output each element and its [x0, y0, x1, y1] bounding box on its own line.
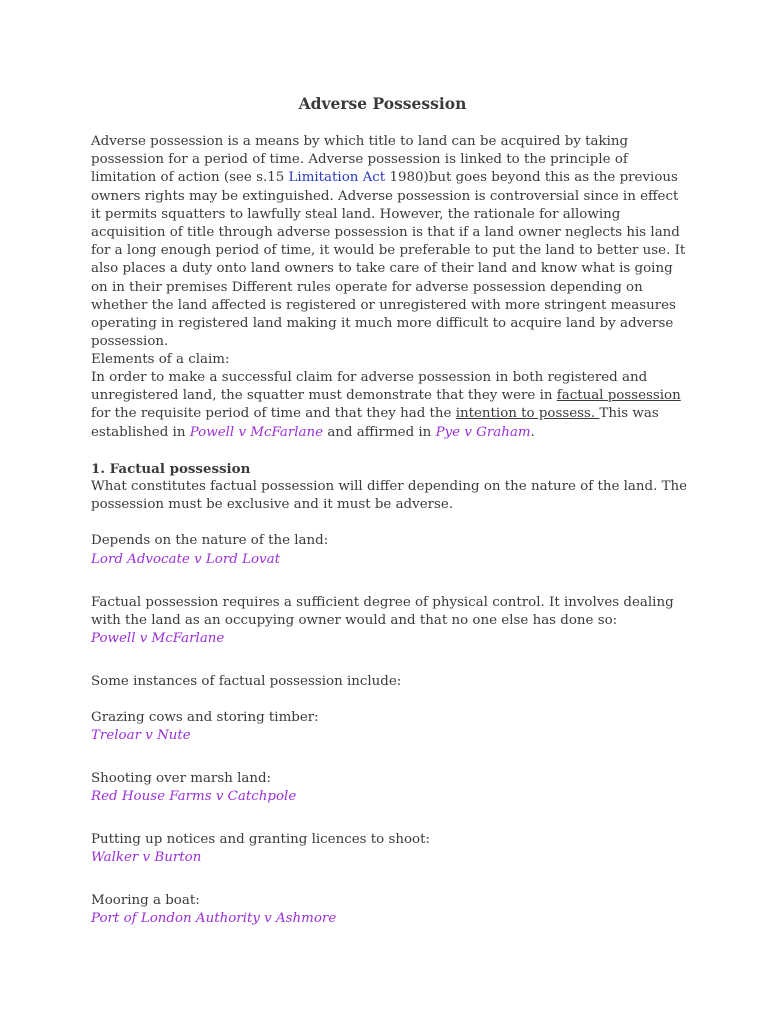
case-pye-v-graham[interactable]: Pye v Graham [435, 424, 531, 440]
elements-text-3: This was established in [91, 406, 659, 440]
factual-possession-text: What constitutes factual possession will differ depending on the nature of the land. The possession must be exclusive and it must be adverse. [91, 479, 688, 513]
instances-text: Some instances of factual possession include: [91, 674, 402, 689]
example-2-text: Shooting over marsh land: [91, 771, 272, 786]
elements-text-2: for the requisite period of time and that they had the [91, 406, 456, 422]
factual-possession-underlined: factual possession [556, 388, 681, 404]
factual-possession-heading: 1. Factual possession [91, 461, 251, 477]
case-lord-advocate-v-lord-lovat[interactable]: Lord Advocate v Lord Lovat [91, 552, 280, 567]
intention-to-possess-underlined: intention to possess. [455, 406, 600, 422]
case-powell-v-mcfarlane-2[interactable]: Powell v McFarlane [91, 631, 225, 646]
elements-text-5: . [530, 424, 535, 440]
elements-heading: Elements of a claim: [91, 352, 230, 367]
nature-of-land-text: Depends on the nature of the land: [91, 533, 329, 548]
intro-paragraph [91, 133, 691, 351]
case-powell-v-mcfarlane[interactable]: Powell v McFarlane [189, 424, 328, 440]
document-title: Adverse Possession [298, 94, 467, 113]
limitation-act-link[interactable]: Limitation Act [288, 170, 386, 186]
case-red-house-farms-v-catchpole[interactable]: Red House Farms v Catchpole [91, 789, 297, 804]
example-3-text: Putting up notices and granting licences to shoot: [91, 832, 430, 847]
case-treloar-v-nute[interactable]: Treloar v Nute [91, 728, 191, 743]
example-1-text: Grazing cows and storing timber: [91, 710, 319, 725]
intro-text-2: 1980)but goes beyond this as the previous owners rights may be extinguished. Adverse possession is controversial since in effect it permits squatters to lawfully steal land. However, the rationale for allowing acquisition of title through adverse possession is that if a land owner neglects his land for a long enough period of time, it would be preferable to put the land to better use. It also places a duty onto land owners to take care of their land and know what is going on in their premises Different rules operate for adverse possession depending on whether the land affected is registered or unregistered with more stringent measures operating in registered land making it much more difficult to acquire land by adverse possession. [91, 170, 686, 350]
elements-paragraph [91, 369, 691, 442]
case-walker-v-burton[interactable]: Walker v Burton [91, 850, 202, 865]
case-port-of-london-authority-v-ashmore[interactable]: Port of London Authority v Ashmore [91, 911, 337, 926]
example-4-text: Mooring a boat: [91, 893, 200, 908]
intro-text-1: Adverse possession is a means by which title to land can be acquired by taking possession for a period of time. Adverse possession is linked to the principle of limitation of action (see s.15 [91, 134, 629, 186]
physical-control-text: Factual possession requires a sufficient degree of physical control. It involves dealing with the land as an occupying owner would and that no one else has done so: [91, 595, 674, 629]
elements-text-4: and affirmed in [327, 424, 436, 440]
elements-text-1: In order to make a successful claim for adverse possession in both registered and unregistered land, the squatter must demonstrate that they were in [91, 370, 648, 404]
